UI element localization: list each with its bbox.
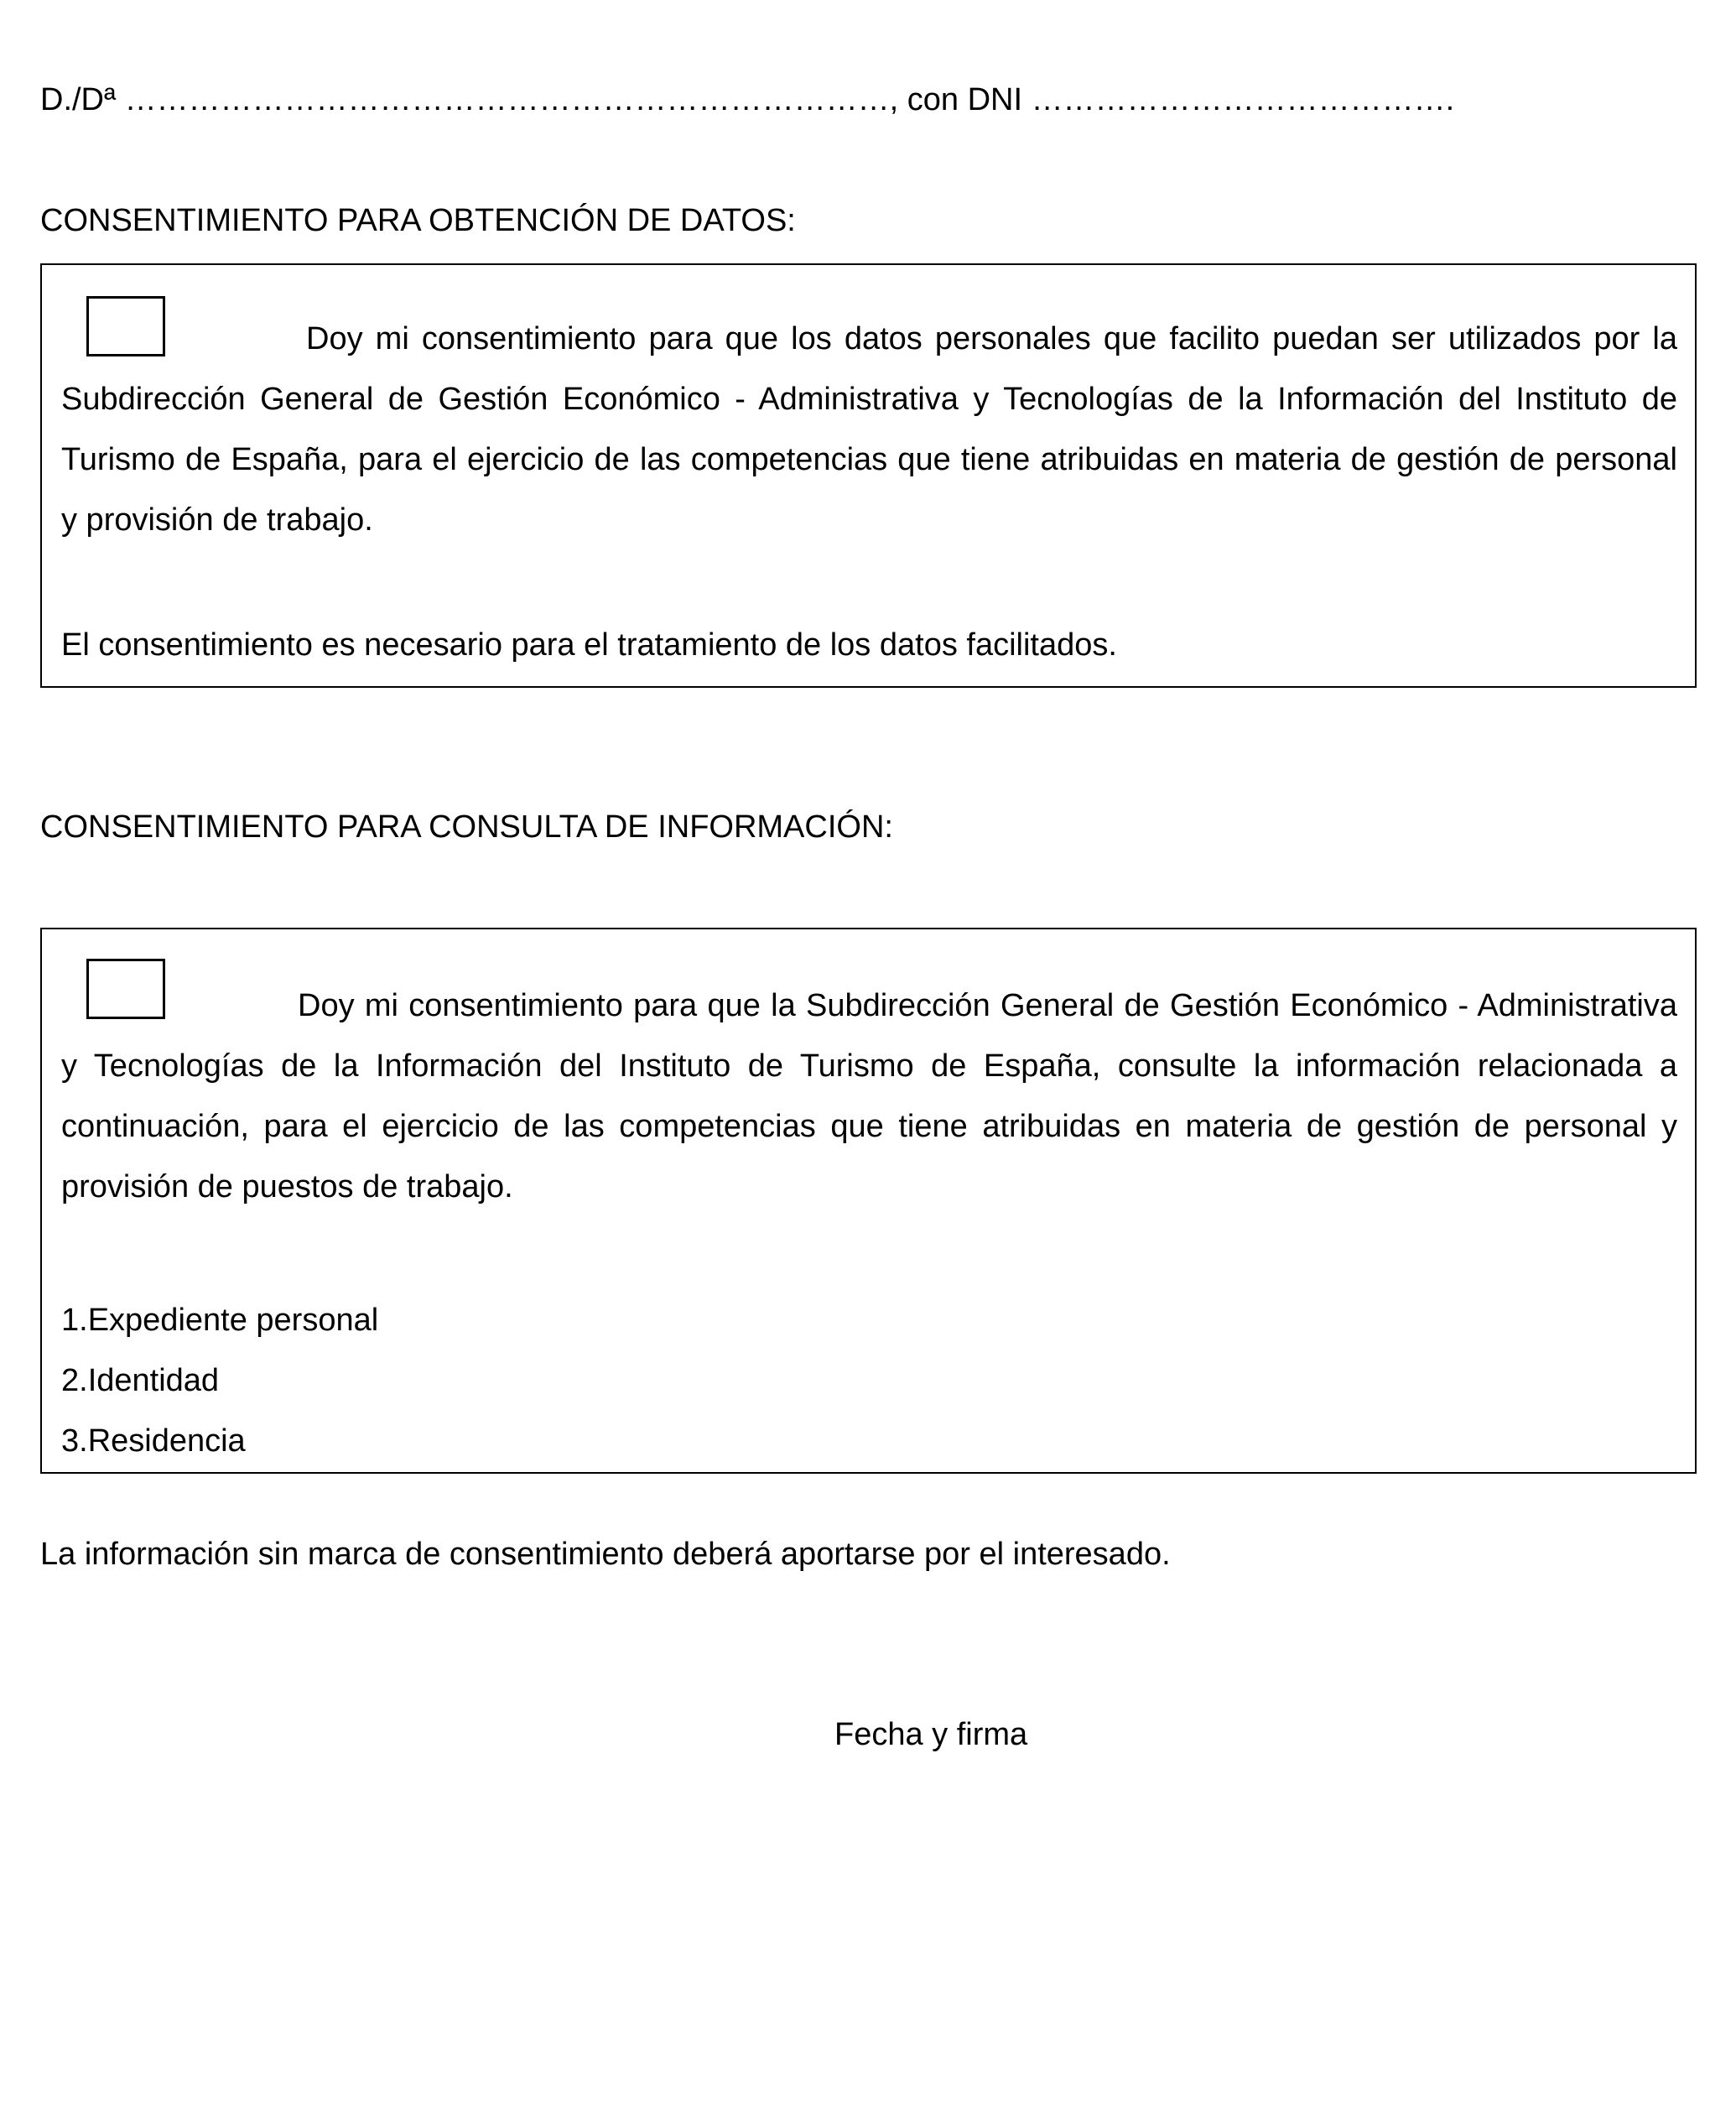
consulted-info-list bbox=[61, 1290, 378, 1471]
list-item: 1.Expediente personal bbox=[61, 1303, 379, 1338]
consent-note-obtencion: El consentimiento es necesario para el tratamiento de los datos facilitados. bbox=[61, 627, 1117, 663]
name-prefix: D./Dª bbox=[40, 82, 117, 117]
list-item: 3.Residencia bbox=[61, 1423, 246, 1459]
section-title-obtencion: CONSENTIMIENTO PARA OBTENCIÓN DE DATOS: bbox=[40, 203, 796, 238]
consent-text-consulta: Doy mi consentimiento para que la Subdirección General de Gestión Económico - Administrativa y Tecnologías de la Información del Instituto de Turismo de España, consulte la información relacionada a continuación, para el ejercicio de las competencias que tiene atribuidas en materia de gestión de personal y provisión de puestos de trabajo. bbox=[61, 988, 1677, 1204]
section-title-consulta: CONSENTIMIENTO PARA CONSULTA DE INFORMACIÓN: bbox=[40, 809, 893, 845]
dni-label: , con DNI bbox=[889, 82, 1023, 117]
consent-paragraph-consulta bbox=[61, 975, 1677, 1217]
dni-blank[interactable]: …………………………………. bbox=[1031, 82, 1455, 117]
consent-text-obtencion: Doy mi consentimiento para que los datos personales que facilito puedan ser utilizados por la Subdirección General de Gestión Económico - Administrativa y Tecnologías de la Información del Instituto de Turismo de España, para el ejercicio de las competencias que tiene atribuidas en materia de gestión de personal y provisión de trabajo. bbox=[61, 321, 1677, 538]
applicant-line bbox=[40, 81, 1454, 119]
name-blank[interactable]: ……………………………………………………………… bbox=[124, 82, 890, 117]
footer-note: La información sin marca de consentimiento deberá aportarse por el interesado. bbox=[40, 1537, 1171, 1572]
signature-label: Fecha y firma bbox=[834, 1717, 1028, 1752]
consent-paragraph-obtencion bbox=[61, 309, 1677, 550]
consent-box-obtencion bbox=[40, 263, 1697, 688]
list-item: 2.Identidad bbox=[61, 1363, 220, 1398]
consent-box-consulta bbox=[40, 928, 1697, 1474]
